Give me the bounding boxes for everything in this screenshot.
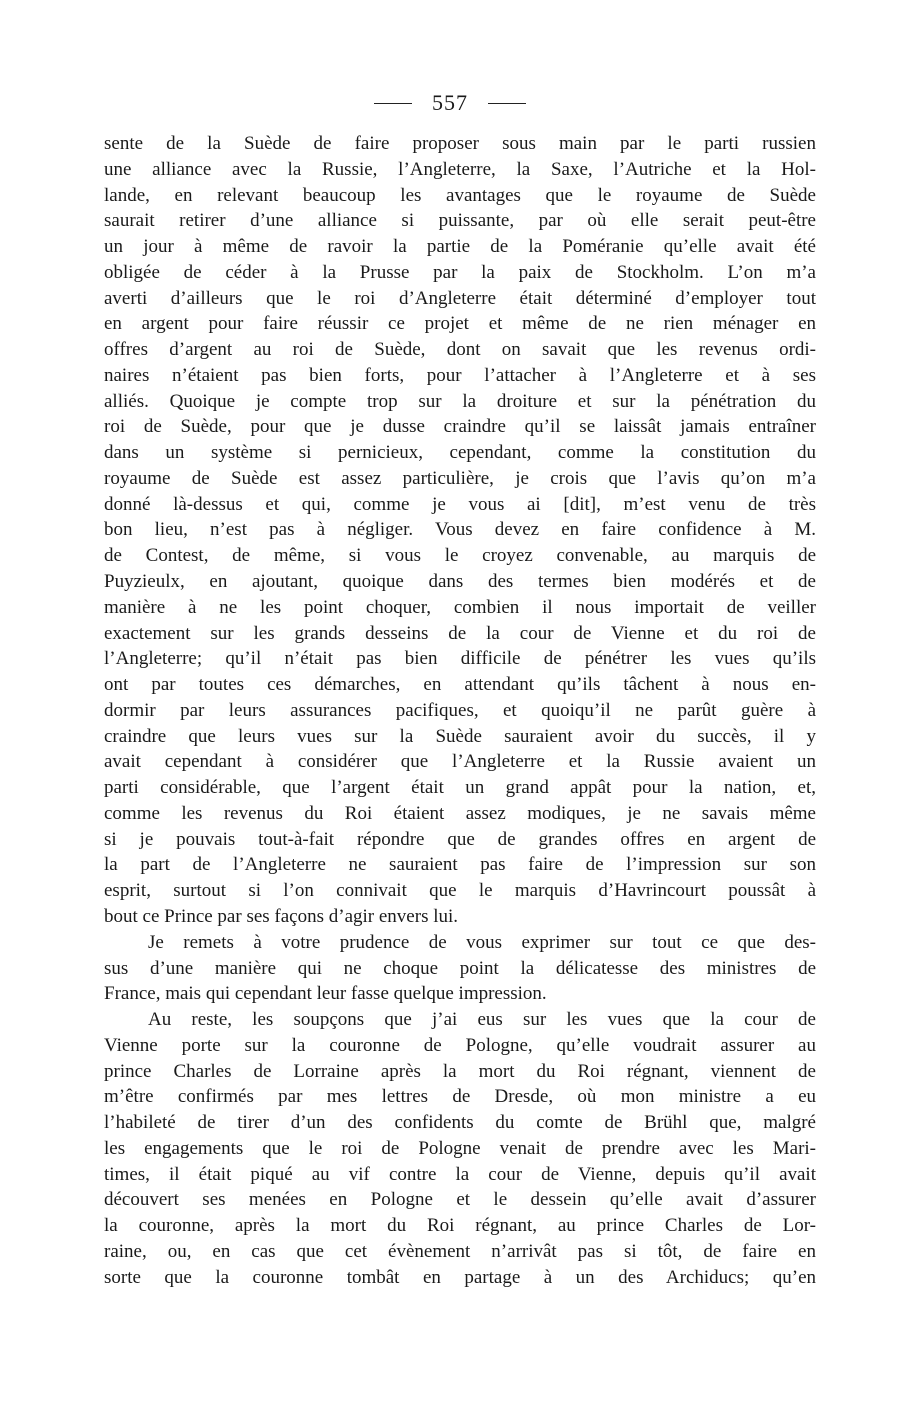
text-line: sente de la Suède de faire proposer sous main par le parti russien <box>104 133 816 154</box>
header-rule-right <box>488 103 526 104</box>
text-line: la couronne, après la mort du Roi régnant, au prince Charles de Lor- <box>104 1215 816 1237</box>
page-header <box>0 88 900 118</box>
text-line-paragraph-end: bout ce Prince par ses façons d’agir envers lui. <box>104 905 459 927</box>
text-line: bon lieu, n’est pas à négliger. Vous devez en faire confidence à M. <box>104 519 816 541</box>
text-line-paragraph-start: Je remets à votre prudence de vous exprimer sur tout ce que des- <box>148 931 816 953</box>
text-line: ont par toutes ces démarches, en attendant qu’ils tâchent à nous en- <box>104 674 816 696</box>
text-line: craindre que leurs vues sur la Suède sauraient avoir du succès, il y <box>104 725 816 747</box>
text-line: exactement sur les grands desseins de la cour de Vienne et du roi de <box>104 622 816 644</box>
text-line: manière à ne les point choquer, combien il nous importait de veiller <box>104 596 816 618</box>
text-line: averti d’ailleurs que le roi d’Angleterre était déterminé d’employer tout <box>104 287 816 309</box>
text-line: prince Charles de Lorraine après la mort du Roi régnant, viennent de <box>104 1060 816 1082</box>
text-line: l’Angleterre; qu’il n’était pas bien difficile de pénétrer les vues qu’ils <box>104 648 816 670</box>
text-line: dans un système si pernicieux, cependant, comme la constitution du <box>104 442 816 464</box>
text-line: times, il était piqué au vif contre la cour de Vienne, depuis qu’il avait <box>104 1163 816 1185</box>
text-line: un jour à même de ravoir la partie de la Poméranie qu’elle avait été <box>104 236 816 258</box>
text-line: découvert ses menées en Pologne et le dessein qu’elle avait d’assurer <box>104 1189 816 1211</box>
text-line: une alliance avec la Russie, l’Angleterre, la Saxe, l’Autriche et la Hol- <box>104 158 816 180</box>
text-line: offres d’argent au roi de Suède, dont on savait que les revenus ordi- <box>104 339 816 361</box>
text-line: en argent pour faire réussir ce projet et même de ne rien ménager en <box>104 313 816 335</box>
text-line: roi de Suède, pour que je dusse craindre qu’il se laissât jamais entraîner <box>104 416 816 438</box>
text-line: de Contest, de même, si vous le croyez convenable, au marquis de <box>104 545 816 567</box>
body-text <box>104 131 816 1290</box>
text-line: parti considérable, que l’argent était un grand appât pour la nation, et, <box>104 777 816 799</box>
text-line: royaume de Suède est assez particulière, je crois que l’avis qu’on m’a <box>104 467 816 489</box>
header-rule-left <box>374 103 412 104</box>
text-line-paragraph-end: France, mais qui cependant leur fasse quelque impression. <box>104 983 547 1005</box>
text-line: si je pouvais tout-à-fait répondre que de grandes offres en argent de <box>104 828 816 850</box>
text-line: naires n’étaient pas bien forts, pour l’attacher à l’Angleterre et à ses <box>104 364 816 386</box>
page-number: 557 <box>432 90 468 115</box>
text-line: lande, en relevant beaucoup les avantages que le royaume de Suède <box>104 184 816 206</box>
text-line: Puyzieulx, en ajoutant, quoique dans des termes bien modérés et de <box>104 571 816 593</box>
text-line: alliés. Quoique je compte trop sur la droiture et sur la pénétration du <box>104 390 816 412</box>
text-line: avait cependant à considérer que l’Angleterre et la Russie avaient un <box>104 751 816 773</box>
text-line: comme les revenus du Roi étaient assez modiques, je ne savais même <box>104 802 816 824</box>
text-line: m’être confirmés par mes lettres de Dresde, où mon ministre a eu <box>104 1086 816 1108</box>
text-line: dormir par leurs assurances pacifiques, et quoiqu’il ne parût guère à <box>104 699 816 721</box>
text-line: Vienne porte sur la couronne de Pologne, qu’elle voudrait assurer au <box>104 1034 816 1056</box>
text-line: saurait retirer d’une alliance si puissante, par où elle serait peut-être <box>104 210 816 232</box>
text-line: donné là-dessus et qui, comme je vous ai [dit], m’est venu de très <box>104 493 816 515</box>
text-line: l’habileté de tirer d’un des confidents du comte de Brühl que, malgré <box>104 1112 816 1134</box>
text-line-paragraph-start: Au reste, les soupçons que j’ai eus sur les vues que la cour de <box>148 1009 816 1031</box>
text-line: les engagements que le roi de Pologne venait de prendre avec les Mari- <box>104 1137 816 1159</box>
text-line: sus d’une manière qui ne choque point la délicatesse des ministres de <box>104 957 816 979</box>
text-line: sorte que la couronne tombât en partage à un des Archiducs; qu’en <box>104 1266 816 1288</box>
text-line: obligée de céder à la Prusse par la paix de Stockholm. L’on m’a <box>104 261 816 283</box>
text-line: raine, ou, en cas que cet évènement n’arrivât pas si tôt, de faire en <box>104 1240 816 1262</box>
text-line: la part de l’Angleterre ne sauraient pas faire de l’impression sur son <box>104 854 816 876</box>
text-line: esprit, surtout si l’on connivait que le marquis d’Havrincourt poussât à <box>104 880 816 902</box>
